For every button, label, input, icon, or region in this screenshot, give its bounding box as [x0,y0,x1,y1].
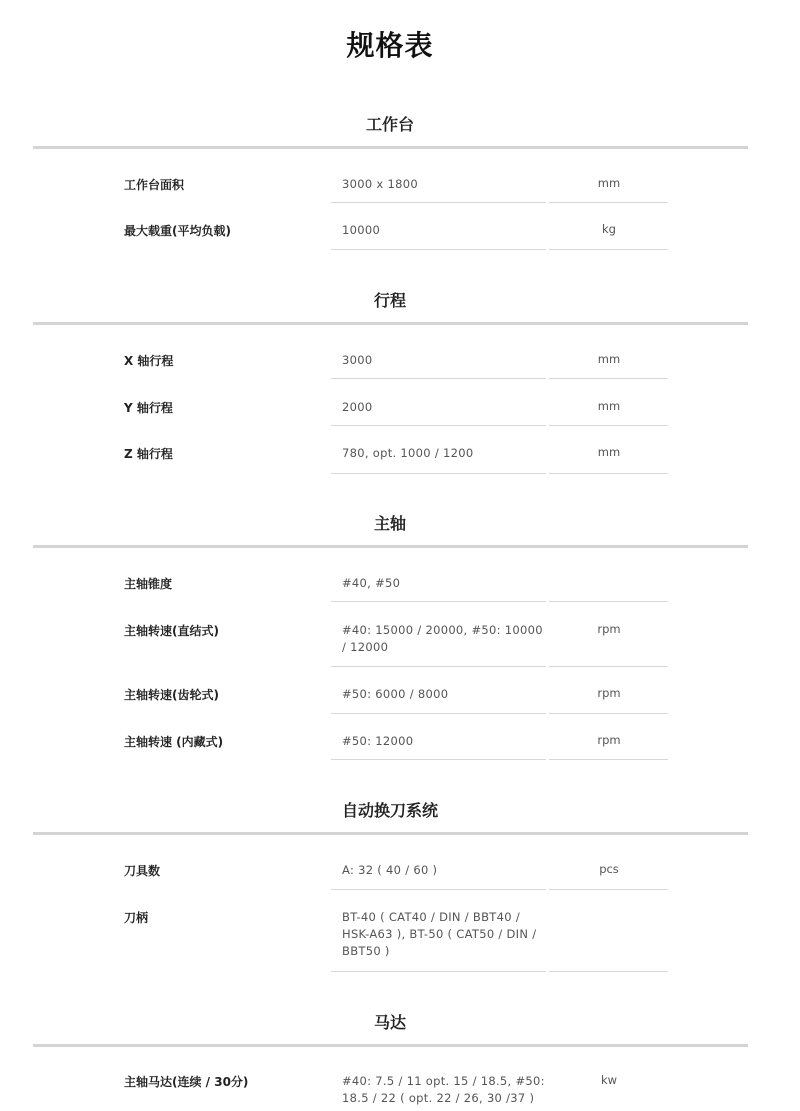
row-divider [549,889,668,890]
spec-unit: mm [597,399,621,413]
section-title: 主轴 [373,514,406,533]
section-divider [33,832,748,835]
spec-value: #50: 6000 / 8000 [342,687,449,701]
row-divider [549,473,668,474]
spec-value: BT-40 ( CAT40 / DIN / BBT40 / HSK-A63 ), BT-50 ( CAT50 / DIN / BBT50 ) [342,910,537,958]
spec-label: 主轴锥度 [124,577,173,591]
spec-label: 主轴马达(连续 / 30分) [124,1075,249,1089]
spec-unit: mm [597,352,621,366]
section-title: 马达 [373,1013,406,1032]
spec-label: 最大载重(平均负载) [124,224,231,238]
spec-value: 2000 [342,400,373,414]
spec-label: Z 轴行程 [124,447,173,461]
spec-value: A: 32 ( 40 / 60 ) [342,863,438,877]
spec-unit: rpm [597,622,621,636]
row-divider [331,601,546,602]
spec-value: #40, #50 [342,576,401,590]
spec-value: #40: 15000 / 20000, #50: 10000 / 12000 [342,623,543,654]
row-divider [331,889,546,890]
spec-label: X 轴行程 [124,354,174,368]
row-divider [549,666,668,667]
row-divider [331,759,546,760]
row-divider [331,378,546,379]
row-divider [331,666,546,667]
spec-label: 工作台面积 [124,178,185,192]
section-title: 自动换刀系统 [341,801,438,820]
row-divider [549,759,668,760]
spec-label: 刀柄 [124,911,149,925]
spec-value: 10000 [342,223,381,237]
spec-value: 3000 x 1800 [342,177,418,191]
row-divider [331,473,546,474]
section-divider [33,146,748,149]
row-divider [549,971,668,972]
spec-value: 780, opt. 1000 / 1200 [342,446,474,460]
row-divider [549,202,668,203]
spec-value: #50: 12000 [342,734,414,748]
row-divider [549,713,668,714]
row-divider [331,713,546,714]
row-divider [549,425,668,426]
spec-label: 主轴转速 (内藏式) [124,735,224,749]
row-divider [331,249,546,250]
row-divider [549,378,668,379]
spec-unit: mm [597,176,621,190]
spec-unit: mm [597,445,621,459]
row-divider [549,249,668,250]
row-divider [331,971,546,972]
spec-unit: rpm [597,733,621,747]
spec-unit: kg [602,222,616,236]
spec-label: 主轴转速(齿轮式) [124,688,219,702]
row-divider [549,601,668,602]
spec-label: Y 轴行程 [124,401,173,415]
spec-unit: pcs [599,862,619,876]
section-title: 工作台 [365,115,414,134]
section-divider [33,322,748,325]
row-divider [331,202,546,203]
section-divider [33,1044,748,1047]
section-divider [33,545,748,548]
spec-label: 主轴转速(直结式) [124,624,219,638]
spec-unit: kw [600,1073,618,1087]
spec-value: 3000 [342,353,373,367]
spec-label: 刀具数 [124,864,161,878]
page-title: 规格表 [346,29,434,62]
spec-value: #40: 7.5 / 11 opt. 15 / 18.5, #50: 18.5 / 22 ( opt. 22 / 26, 30 /37 ) [342,1074,545,1105]
row-divider [331,425,546,426]
section-title: 行程 [373,291,406,310]
spec-unit: rpm [597,686,621,700]
